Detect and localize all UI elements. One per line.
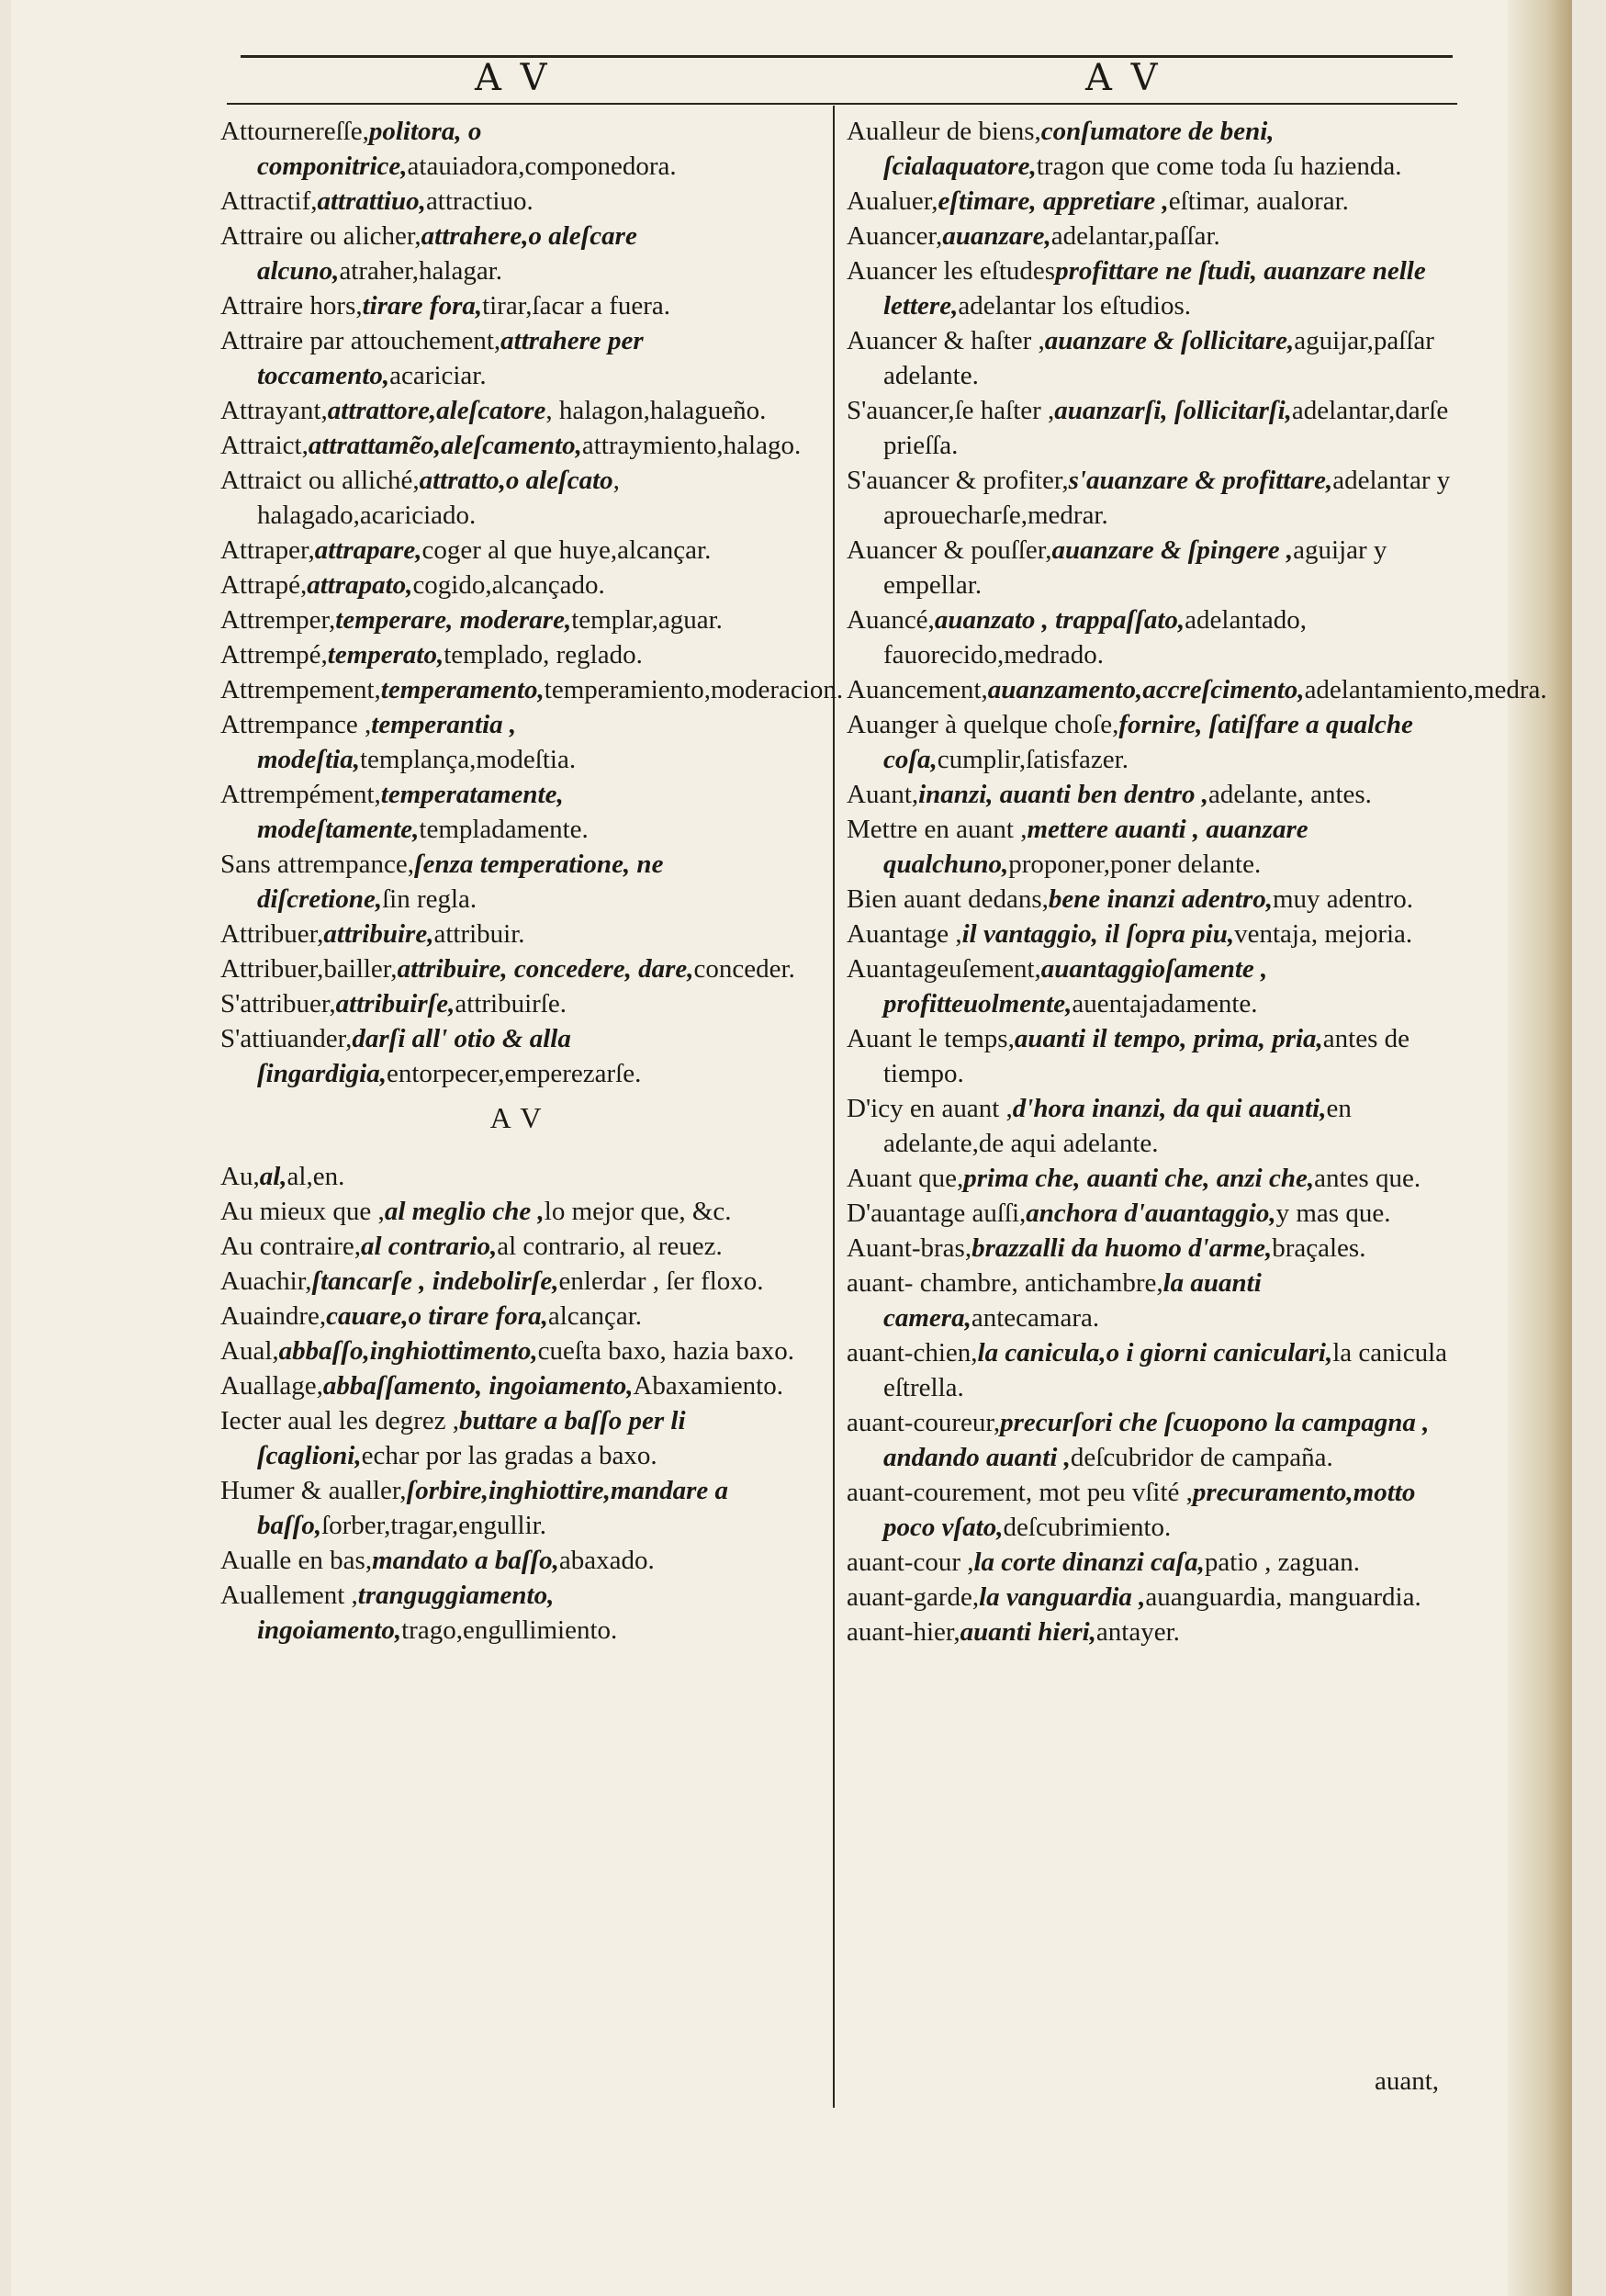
dictionary-entry bbox=[847, 1161, 1453, 1196]
entry-spanish: templadamente. bbox=[419, 815, 589, 844]
entry-italian: auanti il tempo, prima, pria, bbox=[1014, 1024, 1323, 1053]
right-column bbox=[847, 114, 1547, 1649]
entry-italian: mandato a baſſo, bbox=[372, 1546, 559, 1575]
catchword: auant, bbox=[1375, 2066, 1440, 2096]
dictionary-entry bbox=[220, 463, 813, 533]
entry-spanish: muy adentro. bbox=[1272, 884, 1413, 914]
entry-spanish: conceder. bbox=[693, 954, 795, 984]
dictionary-entry bbox=[847, 1580, 1453, 1615]
entry-spanish: entorpecer,emperezarſe. bbox=[387, 1059, 642, 1088]
entry-italian: eſtimare, appretiare , bbox=[938, 186, 1169, 216]
entry-french: D'icy en auant , bbox=[847, 1094, 1013, 1123]
entry-spanish: deſcubrimiento. bbox=[1003, 1513, 1172, 1542]
entry-french: Attraict, bbox=[220, 431, 309, 460]
entry-french: Auant-bras, bbox=[847, 1233, 972, 1263]
entry-italian: attrapare, bbox=[314, 535, 422, 565]
entry-spanish: , halagon,halagueño. bbox=[545, 396, 767, 425]
entry-italian: brazzalli da huomo d'arme, bbox=[971, 1233, 1273, 1263]
entry-spanish: auanguardia, manguardia. bbox=[1145, 1582, 1421, 1612]
entry-french: Auallage, bbox=[220, 1371, 323, 1401]
entry-italian: al, bbox=[259, 1162, 287, 1191]
left-column bbox=[220, 114, 844, 1648]
dictionary-entry bbox=[220, 847, 813, 917]
entry-french: Auantageuſement, bbox=[847, 954, 1041, 984]
entry-spanish: templança,modeſtia. bbox=[359, 745, 577, 774]
entry-spanish: coger al que huye,alcançar. bbox=[421, 535, 712, 565]
entry-italian: s'auanzare & profittare, bbox=[1068, 466, 1333, 495]
entry-italian: attrattamẽo,aleſcamento, bbox=[308, 431, 582, 460]
entry-italian: attrapato, bbox=[307, 570, 413, 600]
dictionary-entry bbox=[220, 184, 813, 219]
dictionary-entry bbox=[220, 1194, 813, 1229]
entry-french: Auanger à quelque choſe, bbox=[847, 710, 1119, 739]
entry-italian: al contrario, bbox=[361, 1232, 498, 1261]
dictionary-entry bbox=[847, 672, 1547, 707]
entry-spanish: braçales. bbox=[1272, 1233, 1366, 1263]
entry-spanish: alcançar. bbox=[547, 1301, 643, 1331]
entry-french: Attraict ou alliché, bbox=[220, 466, 420, 495]
entry-french: Aualleur de biens, bbox=[847, 117, 1041, 146]
entry-spanish: attribuirſe. bbox=[455, 989, 567, 1019]
entry-french: Auancer, bbox=[847, 221, 943, 251]
entry-italian: la auanti camera, bbox=[883, 1268, 1262, 1333]
dictionary-entry bbox=[847, 1266, 1453, 1335]
entry-french: Auancer les eſtudes bbox=[847, 256, 1056, 286]
entry-spanish: proponer,poner delante. bbox=[1008, 850, 1262, 879]
entry-french: Auantage , bbox=[847, 919, 962, 949]
entry-italian: prima che, auanti che, anzi che, bbox=[963, 1164, 1315, 1193]
entry-french: S'auancer & profiter, bbox=[847, 466, 1069, 495]
entry-italian: attribuire, bbox=[323, 919, 434, 949]
dictionary-entry bbox=[220, 1334, 813, 1368]
entry-french: Auancer & haſter , bbox=[847, 326, 1045, 355]
entry-french: auant-garde, bbox=[847, 1582, 980, 1612]
entry-spanish: cogido,alcançado. bbox=[412, 570, 605, 600]
dictionary-entry bbox=[220, 393, 813, 428]
left-entries-bottom bbox=[220, 1159, 813, 1648]
dictionary-entry bbox=[847, 1231, 1453, 1266]
entry-french: Humer & aualler, bbox=[220, 1476, 407, 1505]
entry-italian: abbaſſo,inghiottimento, bbox=[278, 1336, 538, 1366]
entry-french: Attraire ou alicher, bbox=[220, 221, 421, 251]
entry-french: Attrempance , bbox=[220, 710, 372, 739]
entry-italian: auanzare & ſollicitare, bbox=[1044, 326, 1295, 355]
dictionary-entry bbox=[847, 114, 1453, 184]
entry-spanish: auentajadamente. bbox=[1072, 989, 1258, 1019]
entry-italian: la vanguardia , bbox=[979, 1582, 1146, 1612]
entry-italian: temperantia , modeſtia, bbox=[257, 710, 517, 774]
running-head-right: A V bbox=[1085, 57, 1162, 99]
page-gutter-shadow bbox=[1508, 0, 1572, 2296]
entry-italian: auanzare & ſpingere , bbox=[1051, 535, 1294, 565]
dictionary-entry bbox=[847, 1405, 1453, 1475]
dictionary-entry bbox=[847, 1021, 1453, 1091]
entry-french: Aualle en bas, bbox=[220, 1546, 373, 1575]
entry-french: Attrempé, bbox=[220, 640, 328, 670]
dictionary-entry bbox=[847, 917, 1453, 951]
dictionary-entry bbox=[220, 114, 813, 184]
dictionary-entry bbox=[220, 1473, 813, 1543]
entry-italian: ſorbire,inghiottire,mandare a baſſo, bbox=[257, 1476, 729, 1540]
entry-spanish: antes de tiempo. bbox=[883, 1024, 1410, 1088]
entry-spanish: ſin regla. bbox=[382, 884, 477, 914]
header-rule bbox=[241, 55, 1453, 58]
entry-spanish: , halagado,acariciado. bbox=[257, 466, 620, 530]
entry-italian: anchora d'auantaggio, bbox=[1026, 1199, 1276, 1228]
dictionary-entry bbox=[220, 1021, 813, 1091]
dictionary-entry bbox=[220, 1264, 813, 1299]
entry-spanish: adelantado, fauorecido,medrado. bbox=[883, 605, 1307, 670]
entry-italian: d'hora inanzi, da qui auanti, bbox=[1012, 1094, 1327, 1123]
entry-french: Attrempément, bbox=[220, 780, 381, 809]
entry-spanish: antes que. bbox=[1314, 1164, 1421, 1193]
entry-spanish: lo mejor que, &c. bbox=[544, 1197, 732, 1226]
entry-french: Au, bbox=[220, 1162, 260, 1191]
entry-spanish: en adelante,de aqui adelante. bbox=[883, 1094, 1352, 1158]
entry-french: auant- chambre, antichambre, bbox=[847, 1268, 1163, 1298]
entry-italian: attrattiuo, bbox=[317, 186, 426, 216]
dictionary-entry bbox=[847, 1475, 1453, 1545]
entry-spanish: adelantamiento,medra. bbox=[1304, 675, 1547, 704]
dictionary-entry bbox=[847, 533, 1453, 602]
entry-french: S'auancer,ſe haſter , bbox=[847, 396, 1055, 425]
dictionary-entry bbox=[847, 707, 1453, 777]
dictionary-entry bbox=[220, 951, 813, 986]
entry-italian: fornire, ſatiſfare a qualche coſa, bbox=[883, 710, 1413, 774]
entry-french: Auant le temps, bbox=[847, 1024, 1015, 1053]
entry-spanish: templado, reglado. bbox=[444, 640, 643, 670]
entry-french: Auant, bbox=[847, 780, 919, 809]
entry-french: S'attribuer, bbox=[220, 989, 336, 1019]
dictionary-entry bbox=[847, 1335, 1453, 1405]
entry-spanish: antecamara. bbox=[971, 1303, 1100, 1333]
entry-italian: il vantaggio, il ſopra piu, bbox=[961, 919, 1235, 949]
entry-spanish: cueſta baxo, hazia baxo. bbox=[537, 1336, 795, 1366]
entry-french: D'auantage auſſi, bbox=[847, 1199, 1027, 1228]
entry-french: Auancement, bbox=[847, 675, 988, 704]
dictionary-entry bbox=[847, 812, 1453, 882]
entry-italian: attribuirſe, bbox=[335, 989, 455, 1019]
dictionary-entry bbox=[847, 777, 1453, 812]
entry-spanish: tragon que come toda ſu hazienda. bbox=[1036, 152, 1402, 181]
entry-spanish: deſcubridor de campaña. bbox=[1070, 1443, 1333, 1472]
dictionary-entry bbox=[220, 917, 813, 951]
dictionary-entry bbox=[220, 1159, 813, 1194]
dictionary-entry bbox=[220, 1229, 813, 1264]
entry-french: Attraire par attouchement, bbox=[220, 326, 501, 355]
entry-spanish: eſtimar, aualorar. bbox=[1168, 186, 1349, 216]
entry-french: Auachir, bbox=[220, 1266, 312, 1296]
entry-italian: cauare,o tirare fora, bbox=[326, 1301, 548, 1331]
entry-spanish: attribuir. bbox=[433, 919, 525, 949]
dictionary-entry bbox=[220, 986, 813, 1021]
dictionary-entry bbox=[847, 882, 1453, 917]
entry-french: Attribuer, bbox=[220, 919, 324, 949]
running-head-left: A V bbox=[475, 57, 551, 99]
entry-italian: auanzamento,accreſcimento, bbox=[987, 675, 1305, 704]
entry-italian: attrahere per toccamento, bbox=[257, 326, 644, 390]
dictionary-entry bbox=[847, 393, 1453, 463]
entry-french: auant-cour , bbox=[847, 1548, 974, 1577]
entry-french: Attraire hors, bbox=[220, 291, 363, 321]
column-divider bbox=[833, 106, 835, 2108]
entry-spanish: tirar,ſacar a fuera. bbox=[482, 291, 671, 321]
entry-italian: temperato, bbox=[327, 640, 444, 670]
entry-italian: attrattore,aleſcatore bbox=[327, 396, 546, 425]
entry-italian: tranguggiamento, ingoiamento, bbox=[257, 1581, 555, 1645]
entry-spanish: la canicula eſtrella. bbox=[883, 1338, 1448, 1402]
entry-french: Attremper, bbox=[220, 605, 336, 635]
entry-french: Auancé, bbox=[847, 605, 935, 635]
entry-spanish: enlerdar , ſer floxo. bbox=[558, 1266, 764, 1296]
entry-italian: buttare a baſſo per li ſcaglioni, bbox=[257, 1406, 686, 1470]
entry-italian: mettere auanti , auanzare qualchuno, bbox=[883, 815, 1308, 879]
entry-italian: profittare ne ſtudi, auanzare nelle lettere, bbox=[883, 256, 1426, 321]
dictionary-entry bbox=[220, 602, 813, 637]
entry-spanish: adelante, antes. bbox=[1208, 780, 1372, 809]
entry-italian: tirare fora, bbox=[362, 291, 483, 321]
dictionary-entry bbox=[220, 428, 813, 463]
entry-french: Mettre en auant , bbox=[847, 815, 1028, 844]
entry-spanish: y mas que. bbox=[1275, 1199, 1391, 1228]
dictionary-entry bbox=[847, 1091, 1453, 1161]
entry-spanish: attraymiento,halago. bbox=[581, 431, 802, 460]
entry-french: Attribuer,bailler, bbox=[220, 954, 398, 984]
entry-italian: la canicula,o i giorni caniculari, bbox=[977, 1338, 1333, 1367]
dictionary-entry bbox=[847, 184, 1453, 219]
entry-french: auant-hier, bbox=[847, 1617, 960, 1647]
entry-french: Attournereſſe, bbox=[220, 117, 369, 146]
header-rule-lower bbox=[227, 103, 1457, 105]
entry-spanish: antayer. bbox=[1095, 1617, 1180, 1647]
entry-italian: darſi all' otio & alla ſingardigia, bbox=[257, 1024, 571, 1088]
entry-french: auant-courement, mot peu vſité , bbox=[847, 1478, 1193, 1507]
dictionary-entry bbox=[220, 219, 813, 288]
entry-italian: precurſori che ſcuopono la campagna , andando auanti , bbox=[883, 1408, 1430, 1472]
entry-spanish: templar,aguar. bbox=[571, 605, 723, 635]
dictionary-entry bbox=[220, 1368, 813, 1403]
entry-italian: attribuire, concedere, dare, bbox=[397, 954, 694, 984]
dictionary-entry bbox=[220, 323, 813, 393]
dictionary-entry bbox=[847, 323, 1453, 393]
entry-french: Au contraire, bbox=[220, 1232, 361, 1261]
entry-italian: auanzarſi, ſollicitarſi, bbox=[1054, 396, 1292, 425]
entry-italian: ſtancarſe , indebolirſe, bbox=[311, 1266, 559, 1296]
entry-italian: auantaggioſamente , profitteuolmente, bbox=[883, 954, 1268, 1019]
dictionary-entry bbox=[220, 1403, 813, 1473]
entry-spanish: cumplir,ſatisfazer. bbox=[937, 745, 1129, 774]
entry-italian: abbaſſamento, ingoiamento, bbox=[322, 1371, 634, 1401]
dictionary-entry bbox=[847, 1196, 1453, 1231]
entry-italian: precuramento,motto poco vſato, bbox=[883, 1478, 1416, 1542]
entry-spanish: ventaja, mejoria. bbox=[1234, 919, 1413, 949]
entry-italian: conſumatore de beni, ſcialaquatore, bbox=[883, 117, 1275, 181]
entry-spanish: temperamiento,moderacion. bbox=[544, 675, 844, 704]
dictionary-entry bbox=[220, 1299, 813, 1334]
entry-spanish: atauiadora,componedora. bbox=[407, 152, 677, 181]
entry-spanish: patio , zaguan. bbox=[1204, 1548, 1360, 1577]
entry-italian: inanzi, auanti ben dentro , bbox=[918, 780, 1208, 809]
entry-italian: politora, o componitrice, bbox=[257, 117, 482, 181]
entry-italian: auanzare, bbox=[942, 221, 1051, 251]
dictionary-entry bbox=[847, 1615, 1453, 1649]
entry-french: Attrempement, bbox=[220, 675, 381, 704]
entry-french: Attrapé, bbox=[220, 570, 308, 600]
entry-spanish: ſorber,tragar,engullir. bbox=[321, 1511, 546, 1540]
entry-french: auant-chien, bbox=[847, 1338, 978, 1367]
dictionary-entry bbox=[847, 463, 1453, 533]
entry-spanish: adelantar y aprouecharſe,medrar. bbox=[883, 466, 1451, 530]
dictionary-entry bbox=[220, 777, 813, 847]
entry-french: Au mieux que , bbox=[220, 1197, 385, 1226]
entry-spanish: atraher,halagar. bbox=[339, 256, 502, 286]
entry-french: Iecter aual les degrez , bbox=[220, 1406, 460, 1435]
entry-italian: auanzato , trappaſſato, bbox=[934, 605, 1185, 635]
dictionary-entry bbox=[847, 219, 1453, 253]
dictionary-entry bbox=[847, 602, 1453, 672]
entry-spanish: acariciar. bbox=[389, 361, 487, 390]
entry-italian: attratto,o aleſcato bbox=[419, 466, 613, 495]
dictionary-entry bbox=[847, 951, 1453, 1021]
entry-spanish: adelantar los eſtudios. bbox=[958, 291, 1192, 321]
right-entries bbox=[847, 114, 1547, 1649]
dictionary-entry bbox=[220, 672, 844, 707]
entry-spanish: adelantar,paſſar. bbox=[1050, 221, 1220, 251]
section-heading: A V bbox=[489, 1101, 544, 1134]
dictionary-entry bbox=[220, 533, 813, 568]
entry-french: Attraper, bbox=[220, 535, 315, 565]
dictionary-entry bbox=[220, 568, 813, 602]
entry-spanish: al,en. bbox=[286, 1162, 345, 1191]
entry-spanish: adelantar,darſe prieſſa. bbox=[883, 396, 1449, 460]
entry-french: Auaindre, bbox=[220, 1301, 327, 1331]
entry-french: Bien auant dedans, bbox=[847, 884, 1049, 914]
entry-french: auant-coureur, bbox=[847, 1408, 1001, 1437]
dictionary-entry bbox=[220, 637, 813, 672]
entry-spanish: abaxado. bbox=[558, 1546, 655, 1575]
entry-italian: temperatamente, modeſtamente, bbox=[257, 780, 564, 844]
entry-french: Sans attrempance, bbox=[220, 850, 414, 879]
entry-french: S'attiuander, bbox=[220, 1024, 353, 1053]
dictionary-entry bbox=[220, 1543, 813, 1578]
entry-french: Auallement , bbox=[220, 1581, 358, 1610]
entry-spanish: attractiuo. bbox=[425, 186, 533, 216]
dictionary-entry bbox=[847, 1545, 1453, 1580]
entry-italian: la corte dinanzi caſa, bbox=[973, 1548, 1205, 1577]
left-entries-top bbox=[220, 114, 844, 1091]
entry-italian: temperamento, bbox=[380, 675, 545, 704]
entry-french: Attractif, bbox=[220, 186, 318, 216]
entry-spanish: aguijar,paſſar adelante. bbox=[883, 326, 1434, 390]
entry-italian: auanti hieri, bbox=[960, 1617, 1096, 1647]
entry-french: Auancer & pouſſer, bbox=[847, 535, 1052, 565]
entry-italian: attrahere,o aleſcare alcuno, bbox=[257, 221, 637, 286]
entry-italian: al meglio che , bbox=[384, 1197, 545, 1226]
entry-french: Auant que, bbox=[847, 1164, 964, 1193]
entry-italian: temperare, moderare, bbox=[335, 605, 572, 635]
entry-spanish: echar por las gradas a baxo. bbox=[361, 1441, 657, 1470]
dictionary-entry bbox=[847, 253, 1453, 323]
entry-spanish: trago,engullimiento. bbox=[401, 1615, 618, 1645]
dictionary-page bbox=[11, 0, 1572, 2296]
entry-spanish: al contrario, al reuez. bbox=[497, 1232, 723, 1261]
entry-spanish: Abaxamiento. bbox=[633, 1371, 783, 1401]
dictionary-entry bbox=[220, 288, 813, 323]
entry-french: Aualuer, bbox=[847, 186, 938, 216]
entry-french: Aual, bbox=[220, 1336, 279, 1366]
dictionary-entry bbox=[220, 707, 813, 777]
dictionary-entry bbox=[220, 1578, 813, 1648]
entry-french: Attrayant, bbox=[220, 396, 328, 425]
entry-italian: bene inanzi adentro, bbox=[1048, 884, 1273, 914]
entry-spanish: aguijar y empellar. bbox=[883, 535, 1387, 600]
entry-italian: ſenza temperatione, ne diſcretione, bbox=[257, 850, 664, 914]
